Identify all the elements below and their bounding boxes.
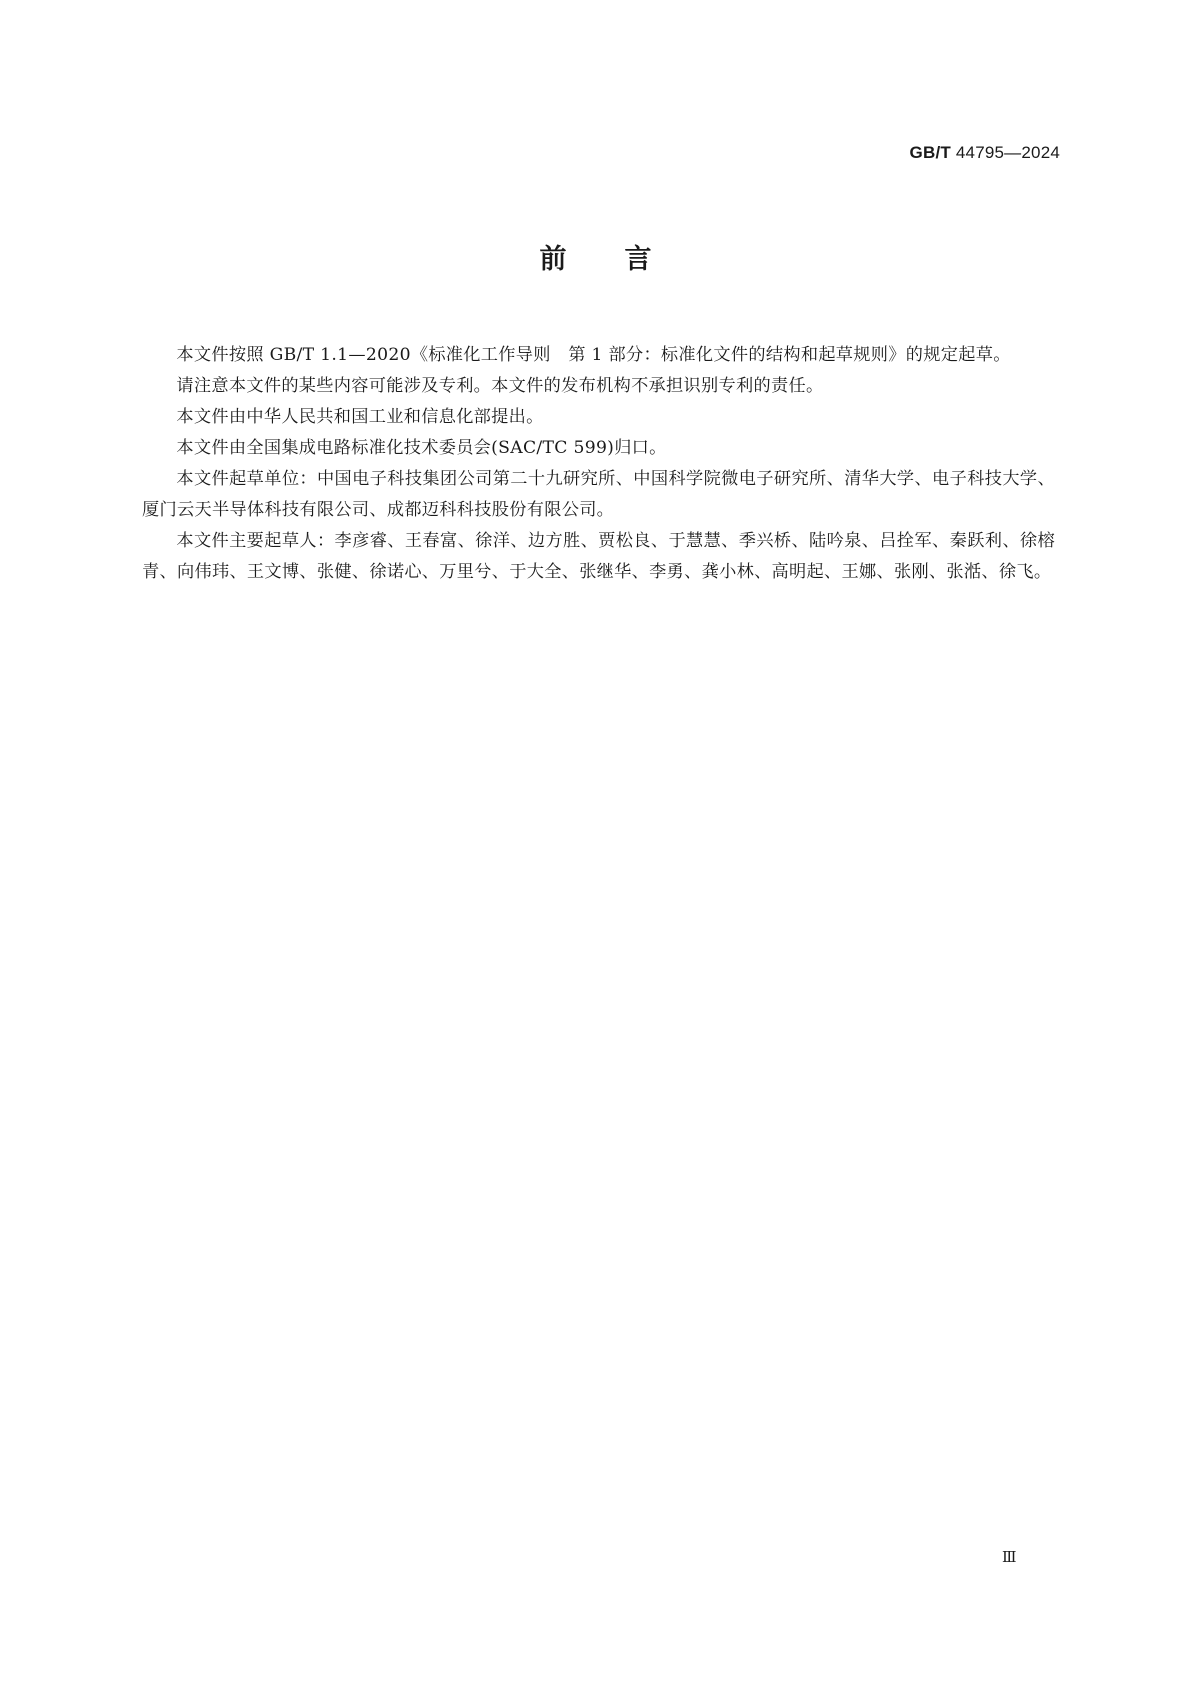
standard-code — [910, 142, 1060, 164]
standard-prefix: GB/T — [909, 143, 951, 162]
paragraph-proposer: 本文件由中华人民共和国工业和信息化部提出。 — [176, 407, 544, 427]
paragraph-patent-notice: 请注意本文件的某些内容可能涉及专利。本文件的发布机构不承担识别专利的责任。 — [176, 376, 824, 396]
page-title: 前言 — [539, 244, 710, 275]
standard-number: 44795—2024 — [955, 143, 1060, 162]
paragraph-drafting-rules: 本文件按照 GB/T 1.1—2020《标准化工作导则 第 1 部分：标准化文件的结构和起草规则》的规定起草。 — [176, 345, 1011, 365]
paragraph-drafters: 本文件主要起草人：李彦睿、王春富、徐洋、边方胜、贾松良、于慧慧、季兴桥、陆吟泉、吕拴军、秦跃利、徐榕青、向伟玮、王文博、张健、徐诺心、万里兮、于大全、张继华、李勇、龚小林、高明起、王娜、张刚、张湉、徐飞。 — [142, 531, 1055, 582]
paragraph-drafting-units: 本文件起草单位：中国电子科技集团公司第二十九研究所、中国科学院微电子研究所、清华大学、电子科技大学、厦门云天半导体科技有限公司、成都迈科科技股份有限公司。 — [142, 469, 1055, 520]
page-number: Ⅲ — [1002, 1548, 1017, 1566]
foreword-body — [142, 340, 1055, 588]
paragraph-committee: 本文件由全国集成电路标准化技术委员会(SAC/TC 599)归口。 — [176, 438, 667, 458]
